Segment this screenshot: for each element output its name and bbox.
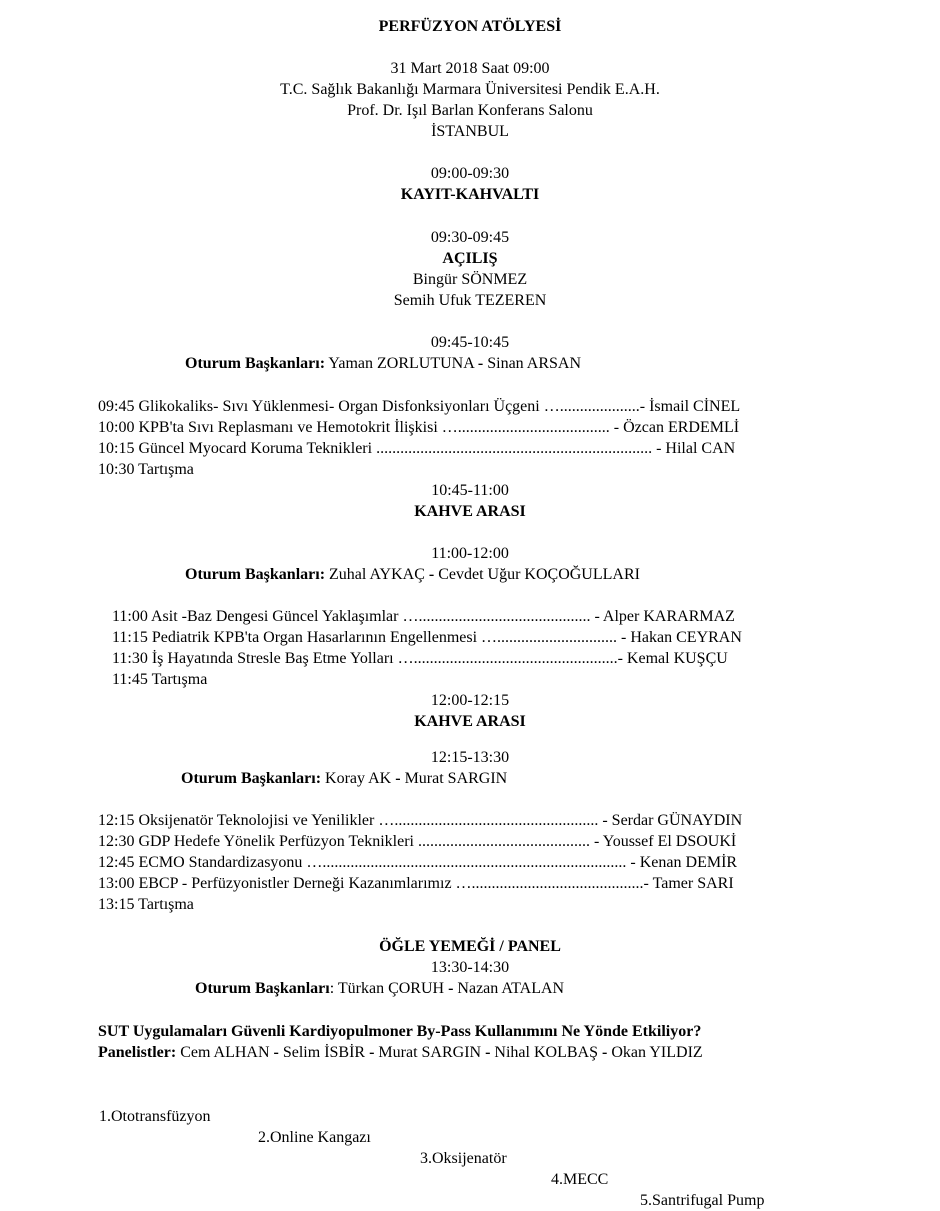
registration-time: 09:00-09:30	[430, 165, 510, 182]
talk-speaker: - Hakan CEYRAN	[617, 629, 742, 646]
opening-label: AÇILIŞ	[442, 250, 498, 267]
talk-row	[112, 648, 834, 669]
panelist-name: Selim İSBİR	[282, 1044, 366, 1061]
session-chairs: Oturum Başkanları: Koray AK - Murat SARGIN	[181, 770, 508, 787]
chair-name: Cevdet Uğur KOÇOĞULLARI	[438, 566, 640, 583]
registration-label: KAYIT-KAHVALTI	[400, 186, 540, 203]
talk-row	[98, 873, 838, 894]
talk-title: 11:15 Pediatrik KPB'ta Organ Hasarlarının Engellenmesi …..............................	[112, 629, 618, 646]
talk-row	[112, 606, 834, 627]
panelists-line: Panelistler: Cem ALHAN - Selim İSBİR - Murat SARGIN - Nihal KOLBAŞ - Okan YILDIZ	[98, 1044, 703, 1061]
chair-name: Türkan ÇORUH	[337, 980, 445, 997]
talk-speaker: - Hilal CAN	[652, 440, 736, 457]
chair-name: Sinan ARSAN	[487, 355, 582, 372]
event-venue: T.C. Sağlık Bakanlığı Marmara Üniversitesi Pendik E.A.H.	[280, 81, 660, 98]
opening-speaker: Semih Ufuk TEZEREN	[393, 292, 547, 309]
opening-speaker: Bingür SÖNMEZ	[412, 271, 528, 288]
talk-title: 09:45 Glikokaliks- Sıvı Yüklenmesi- Organ Disfonksiyonları Üçgeni …....................	[98, 398, 640, 415]
talk-row	[112, 669, 834, 690]
panel-topic: 3.Oksijenatör	[420, 1150, 507, 1167]
talk-row	[98, 396, 834, 417]
session-time: 09:45-10:45	[430, 334, 510, 351]
break-label: KAHVE ARASI	[414, 713, 526, 730]
session-time: 12:15-13:30	[430, 749, 510, 766]
talk-title: 11:30 İş Hayatında Stresle Baş Etme Yolları …...................................................	[112, 650, 618, 667]
page-title: PERFÜZYON ATÖLYESİ	[378, 18, 562, 35]
talk-row	[98, 438, 834, 459]
talk-row	[98, 459, 834, 480]
lunch-time: 13:30-14:30	[430, 959, 510, 976]
talk-speaker: - Kemal KUŞÇU	[617, 650, 728, 667]
chairs-label: Oturum Başkanları:	[181, 770, 322, 787]
chairs-label: Oturum Başkanları:	[185, 566, 326, 583]
talk-title: 13:15 Tartışma	[98, 896, 194, 913]
talk-title: 10:30 Tartışma	[98, 461, 194, 478]
panel-question: SUT Uygulamaları Güvenli Kardiyopulmoner By-Pass Kullanımını Ne Yönde Etkiliyor?	[98, 1023, 702, 1040]
panelists-label: Panelistler:	[98, 1044, 177, 1061]
session-chairs: Oturum Başkanları: Zuhal AYKAÇ - Cevdet Uğur KOÇOĞULLARI	[185, 566, 640, 583]
panel-topics	[99, 1085, 765, 1211]
talk-title: 10:00 KPB'ta Sıvı Replasmanı ve Hemotokrit İlişkisi …......................................	[98, 419, 610, 436]
talk-speaker: - Tamer SARI	[643, 875, 734, 892]
talk-title: 11:45 Tartışma	[112, 671, 208, 688]
break-time: 10:45-11:00	[431, 482, 509, 499]
panel-topic: 1.Ototransfüzyon	[99, 1108, 211, 1125]
panel-topic: 4.MECC	[551, 1171, 609, 1188]
panel-topic: 2.Online Kangazı	[258, 1129, 371, 1146]
talk-speaker: - Özcan ERDEMLİ	[609, 419, 740, 436]
panelist-name: Cem ALHAN	[180, 1044, 270, 1061]
talk-speaker: - Youssef El DSOUKİ	[590, 833, 737, 850]
panel-topic: 5.Santrifugal Pump	[640, 1192, 765, 1209]
break-time: 12:00-12:15	[430, 692, 510, 709]
panelist-name: Nihal KOLBAŞ	[494, 1044, 598, 1061]
talk-title: 12:15 Oksijenatör Teknolojisi ve Yenilikler …...................................................	[98, 812, 599, 829]
event-hall: Prof. Dr. Işıl Barlan Konferans Salonu	[347, 102, 593, 119]
session-chairs: Oturum Başkanları: Türkan ÇORUH - Nazan ATALAN	[195, 980, 565, 997]
lunch-label: ÖĞLE YEMEĞİ / PANEL	[379, 938, 561, 955]
talk-row	[98, 831, 838, 852]
talk-row	[98, 852, 838, 873]
chairs-label: Oturum Başkanları	[195, 980, 330, 997]
talk-row	[112, 627, 834, 648]
talk-title: 11:00 Asit -Baz Dengesi Güncel Yaklaşımlar …...........................................	[112, 608, 591, 625]
chairs-label: Oturum Başkanları:	[185, 355, 326, 372]
talk-row	[98, 894, 838, 915]
chair-name: Nazan ATALAN	[457, 980, 565, 997]
chair-name: Koray AK	[325, 770, 392, 787]
talk-speaker: - Kenan DEMİR	[626, 854, 738, 871]
session-time: 11:00-12:00	[431, 545, 509, 562]
event-date: 31 Mart 2018 Saat 09:00	[390, 60, 550, 77]
panelist-name: Okan YILDIZ	[611, 1044, 703, 1061]
talk-title: 12:30 GDP Hedefe Yönelik Perfüzyon Teknikleri ...........................................	[98, 833, 590, 850]
chair-name: Zuhal AYKAÇ	[329, 566, 425, 583]
talk-title: 12:45 ECMO Standardizasyonu …............................................................................	[98, 854, 627, 871]
break-label: KAHVE ARASI	[414, 503, 526, 520]
chair-name: Yaman ZORLUTUNA	[328, 355, 474, 372]
panelist-name: Murat SARGIN	[378, 1044, 482, 1061]
opening-time: 09:30-09:45	[430, 229, 510, 246]
talk-speaker: - Serdar GÜNAYDIN	[598, 812, 743, 829]
talk-speaker: - İsmail CİNEL	[639, 398, 741, 415]
talk-title: 13:00 EBCP - Perfüzyonistler Derneği Kazanımlarımız …...........................................	[98, 875, 644, 892]
event-city: İSTANBUL	[431, 123, 509, 140]
talk-speaker: - Alper KARARMAZ	[590, 608, 735, 625]
talk-row	[98, 417, 834, 438]
talk-title: 10:15 Güncel Myocard Koruma Teknikleri .....................................................................	[98, 440, 653, 457]
chair-name: Murat SARGIN	[404, 770, 508, 787]
session-chairs: Oturum Başkanları: Yaman ZORLUTUNA - Sinan ARSAN	[185, 355, 582, 372]
talk-row	[98, 810, 838, 831]
